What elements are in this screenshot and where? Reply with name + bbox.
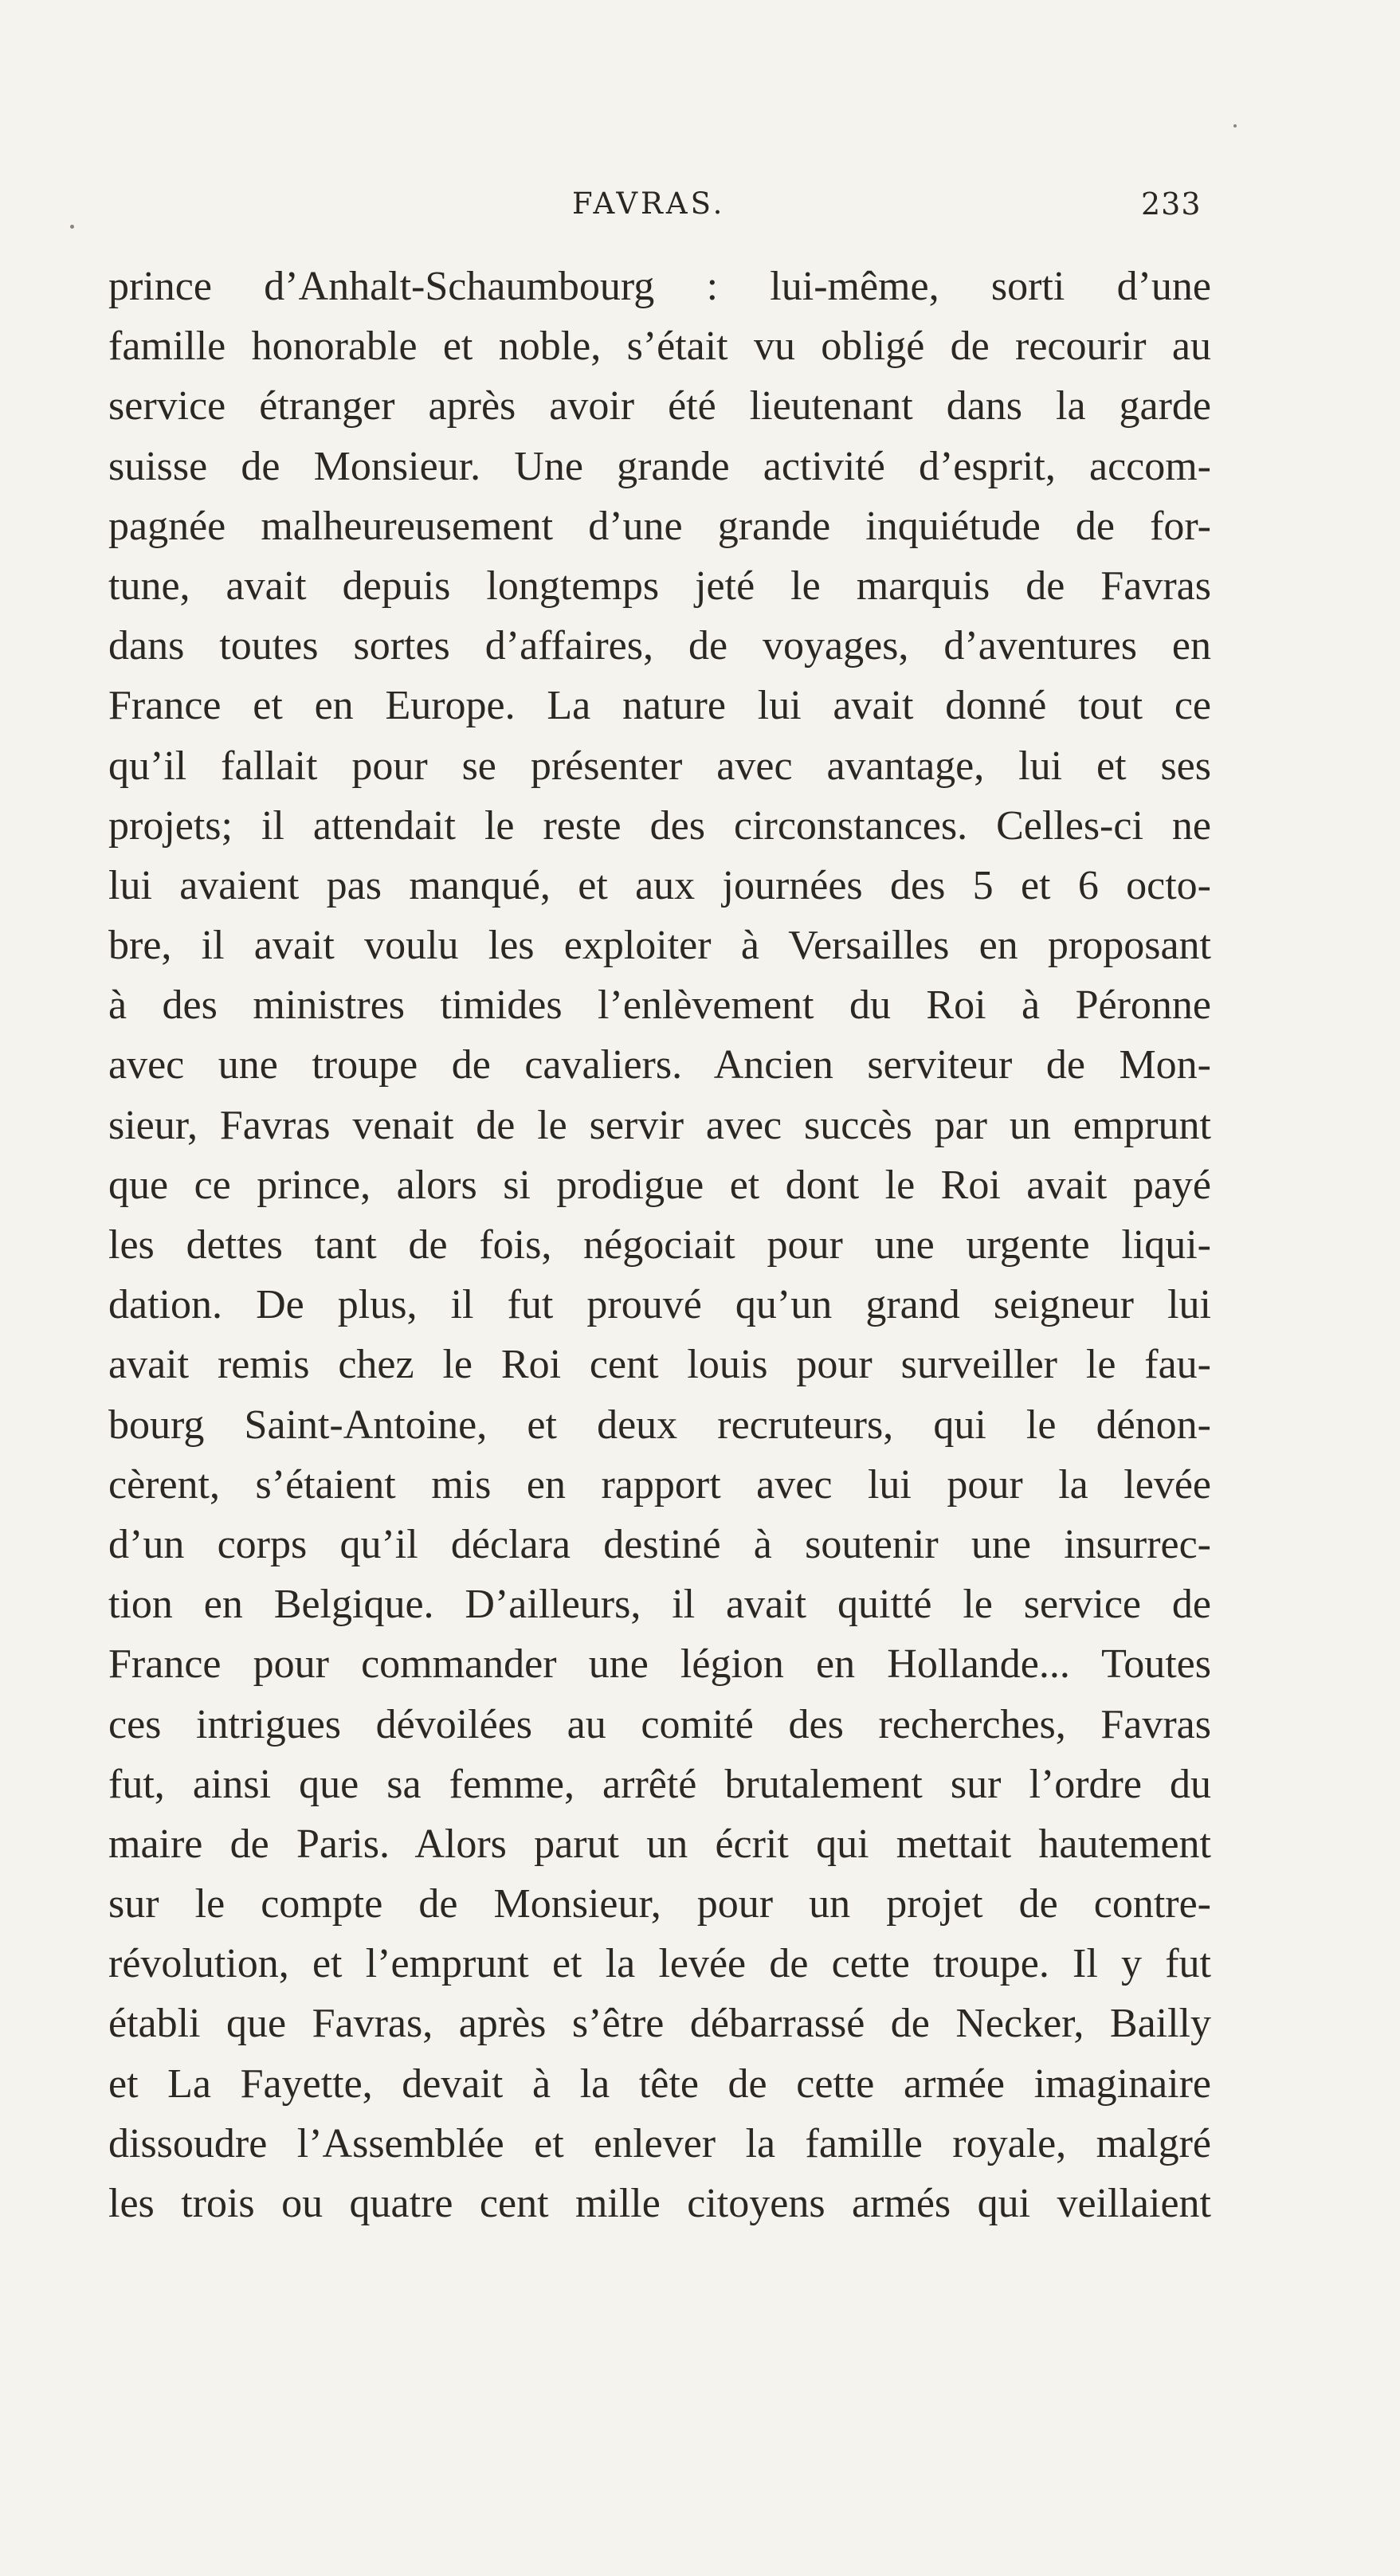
text-line: bourg Saint-Antoine, et deux recruteurs, qui le dénon- bbox=[108, 1402, 1211, 1448]
text-line: révolution, et l’emprunt et la levée de cette troupe. Il y fut bbox=[108, 1941, 1211, 1987]
text-line: que ce prince, alors si prodigue et dont le Roi avait payé bbox=[108, 1162, 1211, 1208]
text-line: tion en Belgique. D’ailleurs, il avait quitté le service de bbox=[108, 1582, 1211, 1628]
text-line: d’un corps qu’il déclara destiné à soutenir une insurrec- bbox=[108, 1521, 1211, 1567]
text-line: prince d’Anhalt-Schaumbourg : lui-même, sorti d’une bbox=[108, 264, 1211, 309]
text-line: tune, avait depuis longtemps jeté le marquis de Favras bbox=[108, 563, 1211, 609]
text-line: ces intrigues dévoilées au comité des recherches, Favras bbox=[108, 1701, 1211, 1747]
text-line: établi que Favras, après s’être débarrassé de Necker, Bailly bbox=[108, 2001, 1211, 2047]
text-line: sieur, Favras venait de le servir avec succès par un emprunt bbox=[108, 1102, 1211, 1148]
text-line: France et en Europe. La nature lui avait donné tout ce bbox=[108, 683, 1211, 729]
text-line: dissoudre l’Assemblée et enlever la famille royale, malgré bbox=[108, 2120, 1211, 2166]
text-line: et La Fayette, devait à la tête de cette armée imaginaire bbox=[108, 2060, 1211, 2107]
text-line: lui avaient pas manqué, et aux journées des 5 et 6 octo- bbox=[108, 862, 1211, 908]
text-line: dation. De plus, il fut prouvé qu’un grand seigneur lui bbox=[108, 1282, 1211, 1328]
text-line: à des ministres timides l’enlèvement du Roi à Péronne bbox=[108, 982, 1211, 1029]
text-line: France pour commander une légion en Hollande... Toutes bbox=[108, 1641, 1211, 1688]
text-line: cèrent, s’étaient mis en rapport avec lui pour la levée bbox=[108, 1461, 1211, 1508]
page-number: 233 bbox=[1141, 186, 1202, 222]
text-line: avait remis chez le Roi cent louis pour surveiller le fau- bbox=[108, 1342, 1211, 1388]
margin-speck bbox=[70, 225, 74, 229]
text-line: dans toutes sortes d’affaires, de voyages, d’aventures en bbox=[108, 623, 1211, 669]
text-line: suisse de Monsieur. Une grande activité d’esprit, accom- bbox=[108, 443, 1211, 489]
text-line: les dettes tant de fois, négociait pour une urgente liqui- bbox=[108, 1222, 1211, 1268]
text-line: projets; il attendait le reste des circonstances. Celles-ci ne bbox=[108, 802, 1211, 849]
text-line: pagnée malheureusement d’une grande inquiétude de for- bbox=[108, 503, 1211, 549]
text-line: service étranger après avoir été lieutenant dans la garde bbox=[108, 383, 1211, 429]
text-line: fut, ainsi que sa femme, arrêté brutalement sur l’ordre du bbox=[108, 1761, 1211, 1807]
text-line: les trois ou quatre cent mille citoyens armés qui veillaient bbox=[108, 2181, 1211, 2226]
text-line: sur le compte de Monsieur, pour un projet de contre- bbox=[108, 1881, 1211, 1927]
running-head bbox=[0, 182, 1400, 237]
text-line: avec une troupe de cavaliers. Ancien serviteur de Mon- bbox=[108, 1042, 1211, 1088]
running-title: FAVRAS. bbox=[572, 186, 726, 221]
text-line: bre, il avait voulu les exploiter à Versailles en proposant bbox=[108, 923, 1211, 969]
body-text bbox=[108, 257, 1211, 2233]
text-line: qu’il fallait pour se présenter avec avantage, lui et ses bbox=[108, 743, 1211, 789]
text-line: famille honorable et noble, s’était vu obligé de recourir au bbox=[108, 323, 1211, 370]
text-line: maire de Paris. Alors parut un écrit qui mettait hautement bbox=[108, 1821, 1211, 1867]
margin-speck bbox=[1233, 124, 1237, 127]
